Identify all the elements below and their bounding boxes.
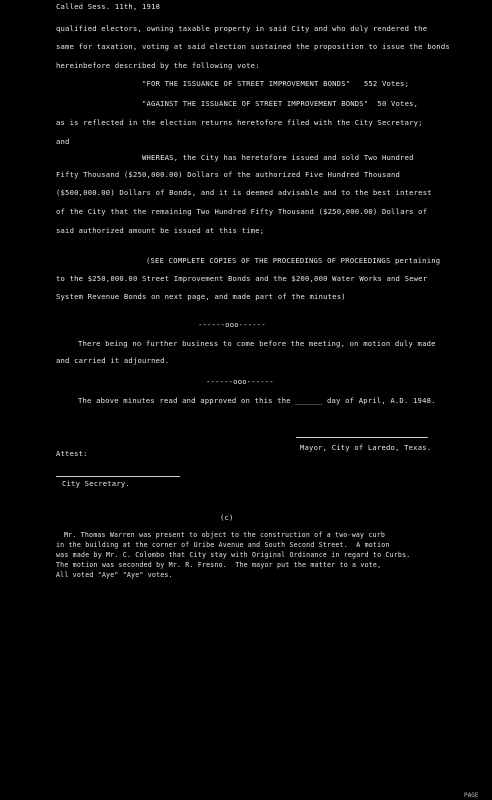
text-line-6: as is reflected in the election returns heretofore filed with the City Secretary;	[56, 118, 423, 127]
final-paragraph-line-1: Mr. Thomas Warren was present to object to the construction of a two-way curb	[64, 531, 386, 539]
text-line-1: qualified electors, owning taxable property in said City and who duly rendered the	[56, 24, 428, 33]
text-line-9: Fifty Thousand ($250,000.00) Dollars of the authorized Five Hundred Thousand	[56, 170, 401, 179]
separator-1: ------ooo------	[198, 320, 266, 329]
text-line-3: hereinbefore described by the following vote:	[56, 61, 260, 70]
attest-label: Attest:	[56, 449, 88, 458]
text-line-12: said authorized amount be issued at this time;	[56, 226, 265, 235]
see-copies-line: (SEE COMPLETE COPIES OF THE PROCEEDINGS OF PROCEEDINGS pertaining	[146, 256, 441, 265]
text-line-10: ($500,000.00) Dollars of Bonds, and it is deemed advisable and to the best interest	[56, 188, 432, 197]
text-line-2: same for taxation, voting at said election sustained the proposition to issue the bonds	[56, 42, 450, 51]
text-line-18: and carried it adjourned.	[56, 356, 170, 365]
text-line-14: to the $250,000.00 Street Improvement Bonds and the $200,000 Water Works and Sewer	[56, 274, 428, 283]
vote-against-line: "AGAINST THE ISSUANCE OF STREET IMPROVEMENT BONDS" 50 Votes,	[142, 99, 419, 108]
text-line-11: of the City that the remaining Two Hundred Fifty Thousand ($250,000.00) Dollars of	[56, 207, 428, 216]
mayor-signature-line	[296, 437, 428, 438]
text-line-7: and	[56, 137, 70, 146]
final-paragraph-line-2: in the building at the corner of Uribe Avenue and South Second Street. A motion	[56, 541, 390, 549]
section-mark: (c)	[220, 513, 234, 522]
mayor-title: Mayor, City of Laredo, Texas.	[300, 443, 432, 452]
header-date: Called Sess. 11th, 1918	[56, 2, 161, 11]
corner-mark: PAGE	[464, 792, 479, 799]
whereas-line: WHEREAS, the City has heretofore issued and sold Two Hundred	[142, 153, 414, 162]
vote-for-line: "FOR THE ISSUANCE OF STREET IMPROVEMENT BONDS" 552 Votes;	[142, 79, 410, 88]
secretary-title: City Secretary.	[62, 479, 130, 488]
separator-2: ------ooo------	[206, 377, 274, 386]
approval-line: The above minutes read and approved on this the ______ day of April, A.D. 1948.	[78, 396, 436, 405]
adjourn-line: There being no further business to come before the meeting, on motion duly made	[78, 339, 436, 348]
text-line-15: System Revenue Bonds on next page, and made part of the minutes)	[56, 292, 346, 301]
final-paragraph-line-3: was made by Mr. C. Colombo that City stay with Original Ordinance in regard to Curbs.	[56, 551, 411, 559]
final-paragraph-line-5: All voted "Aye" "Aye" votes.	[56, 571, 173, 579]
secretary-signature-line	[56, 476, 180, 477]
final-paragraph-line-4: The motion was seconded by Mr. R. Fresno. The mayor put the matter to a vote,	[56, 561, 382, 569]
